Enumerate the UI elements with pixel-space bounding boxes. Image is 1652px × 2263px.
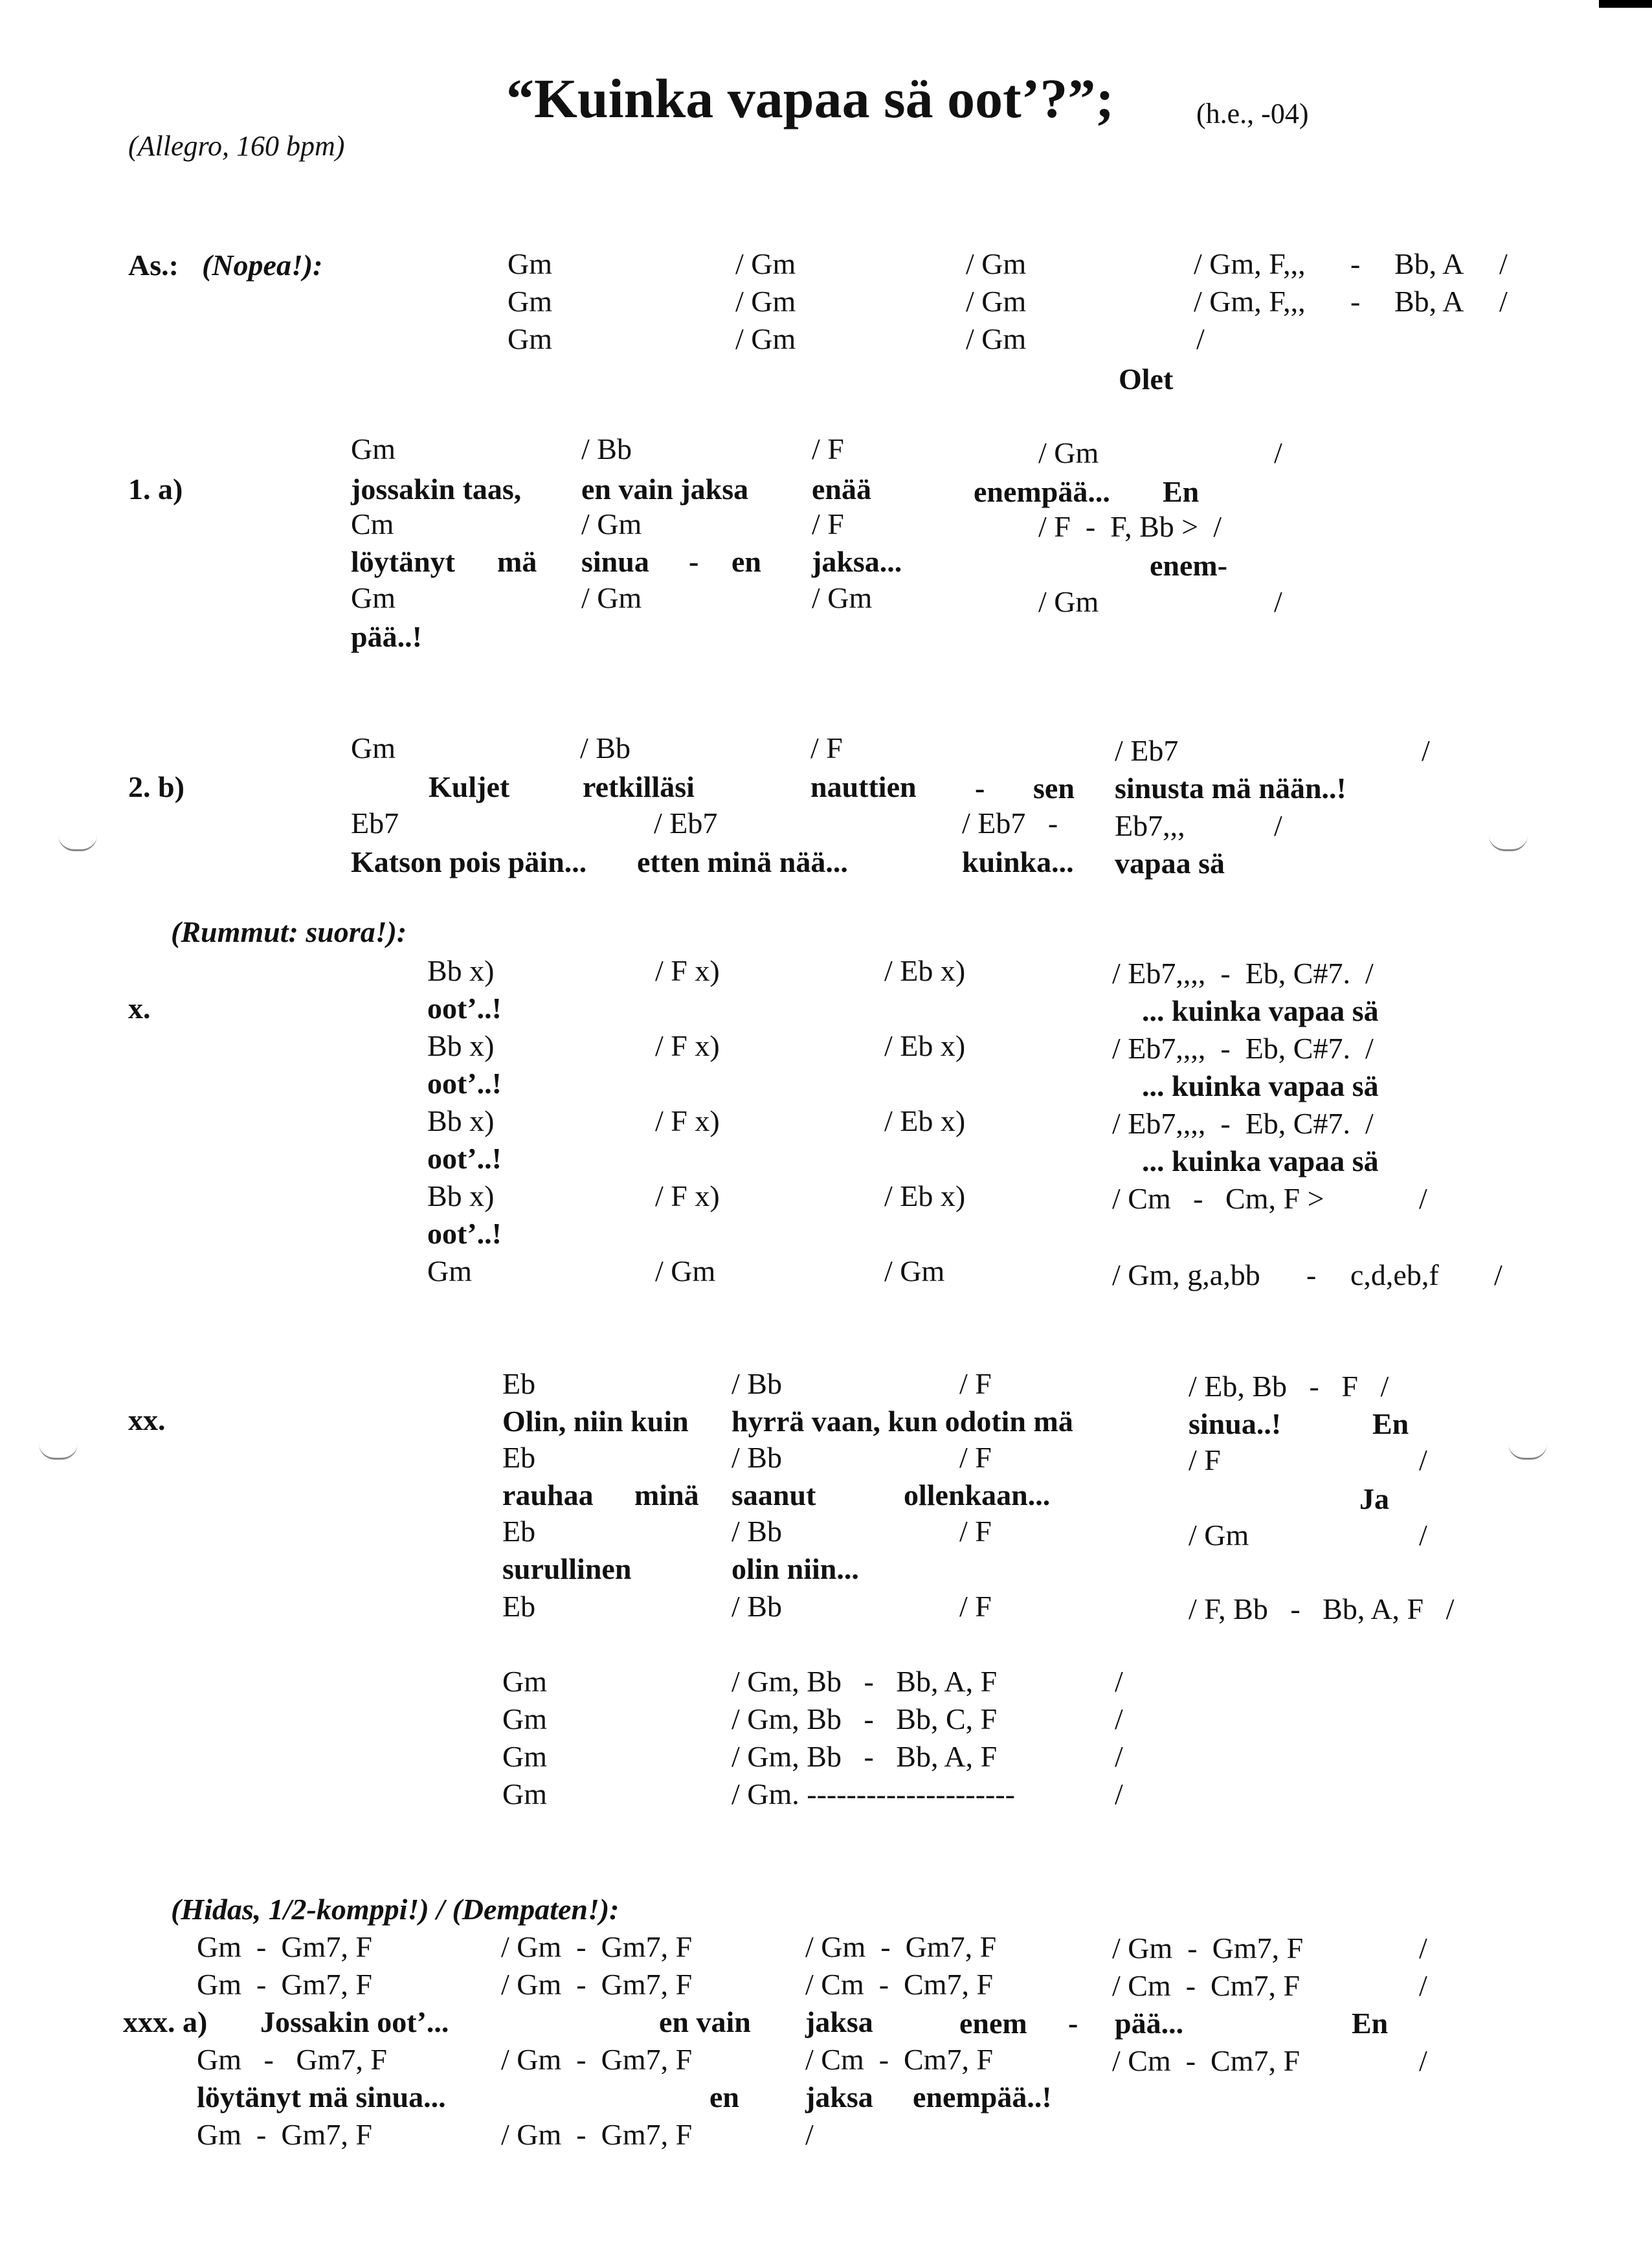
separator: - bbox=[1350, 247, 1361, 280]
lyric: ... kuinka vapaa sä bbox=[1142, 1144, 1379, 1177]
chord: / Eb, Bb - F / bbox=[1189, 1370, 1389, 1403]
chord: Gm bbox=[502, 1665, 547, 1698]
chord: / Eb7 - bbox=[962, 807, 1058, 840]
chord: Eb bbox=[502, 1441, 536, 1474]
chord: / F bbox=[810, 731, 843, 764]
bar-line: / bbox=[1494, 1258, 1502, 1291]
lyric: olin niin... bbox=[731, 1552, 859, 1585]
chord: Gm bbox=[508, 247, 552, 280]
chord: c,d,eb,f bbox=[1350, 1258, 1439, 1291]
lyric: en bbox=[709, 2080, 739, 2113]
chord: Gm bbox=[508, 322, 552, 355]
chord: / Gm bbox=[581, 507, 642, 541]
bar-line: / bbox=[1274, 809, 1282, 842]
lyric: - bbox=[975, 772, 985, 805]
coda-label: xxx. a) bbox=[123, 2005, 208, 2038]
scan-mark bbox=[1508, 1444, 1547, 1460]
chord: / Bb bbox=[731, 1515, 782, 1548]
bar-line: / bbox=[1274, 436, 1282, 469]
intro-cue: (Nopea!): bbox=[202, 249, 323, 282]
lyric: enempää... bbox=[974, 475, 1110, 508]
scan-mark bbox=[39, 1444, 78, 1460]
chord: / Gm bbox=[735, 285, 796, 318]
lyric: jaksa bbox=[805, 2080, 873, 2113]
chord: / Gm bbox=[966, 322, 1027, 355]
chord: Gm - Gm7, F bbox=[197, 1930, 372, 1963]
lyric: retkilläsi bbox=[583, 770, 695, 803]
lyric: mä bbox=[497, 545, 537, 578]
lyric: en vain bbox=[659, 2005, 751, 2038]
chord: / F bbox=[959, 1367, 992, 1400]
chord: Bb x) bbox=[427, 1179, 495, 1212]
chord: / F bbox=[959, 1515, 992, 1548]
verse-label: 1. a) bbox=[128, 473, 183, 506]
chord: / Gm bbox=[884, 1254, 945, 1288]
lyric: En bbox=[1372, 1407, 1409, 1440]
chord: Gm bbox=[351, 432, 396, 465]
chord: Gm bbox=[351, 731, 396, 764]
section-cue: (Rummut: suora!): bbox=[171, 915, 407, 948]
lyric: surullinen bbox=[502, 1552, 632, 1585]
chord: Gm - Gm7, F bbox=[197, 1968, 372, 2001]
chord: / Gm bbox=[735, 322, 796, 355]
chord: / Gm bbox=[655, 1254, 716, 1288]
lyric: - bbox=[689, 545, 699, 578]
bar-line: / bbox=[1115, 1778, 1123, 1811]
chord: / Gm - Gm7, F bbox=[501, 1930, 693, 1963]
section-label bbox=[123, 2005, 207, 2039]
chord: / Bb bbox=[731, 1441, 782, 1474]
chord: Eb bbox=[502, 1590, 536, 1623]
scan-corner-mark bbox=[1599, 0, 1652, 8]
chord: / Gm bbox=[812, 581, 873, 614]
section-cue: (Hidas, 1/2-komppi!) / (Dempaten!): bbox=[171, 1893, 620, 1926]
chord: Gm - Gm7, F bbox=[197, 2118, 372, 2151]
chord: / Cm - Cm7, F bbox=[805, 1968, 994, 2001]
song-title: “Kuinka vapaa sä oot’?”; bbox=[506, 67, 1114, 129]
chord: / F bbox=[812, 432, 844, 465]
chord: Eb7,,, bbox=[1115, 809, 1185, 842]
intro-label: As.: bbox=[128, 249, 179, 282]
bar-line: / bbox=[1499, 285, 1508, 318]
bar-line: / bbox=[1419, 1969, 1427, 2002]
lyric: En bbox=[1352, 2007, 1389, 2040]
chord: / Eb x) bbox=[884, 1029, 966, 1062]
bar-line: / bbox=[1499, 247, 1508, 280]
bar-line: / bbox=[1419, 1932, 1427, 1965]
lyric: en bbox=[731, 545, 761, 578]
chord: / F bbox=[959, 1441, 992, 1474]
chord: / Gm, Bb - Bb, A, F bbox=[731, 1740, 998, 1773]
bar-line: / bbox=[805, 2118, 814, 2151]
lyric: löytänyt mä sinua... bbox=[197, 2080, 446, 2113]
bar-line: / bbox=[1274, 585, 1282, 618]
lyric: Ja bbox=[1359, 1482, 1389, 1515]
bar-line: / bbox=[1115, 1702, 1123, 1735]
verse-label: 2. b) bbox=[128, 770, 184, 803]
chord: / Gm bbox=[735, 247, 796, 280]
bar-line: / bbox=[1196, 322, 1205, 355]
lyric: nauttien bbox=[810, 770, 917, 803]
scan-mark bbox=[58, 835, 97, 851]
chord: / Gm. --------------------- bbox=[731, 1778, 1015, 1811]
chord: / Eb x) bbox=[884, 1104, 966, 1137]
chord: / Eb7,,,, - Eb, C#7. / bbox=[1112, 1032, 1374, 1065]
lyric: sinusta mä nään..! bbox=[1115, 772, 1346, 805]
lyric: Olet bbox=[1119, 362, 1174, 396]
author-note: (h.e., -04) bbox=[1196, 98, 1309, 129]
lyric: pää..! bbox=[351, 620, 422, 653]
chord: Bb, A bbox=[1394, 247, 1464, 280]
chord: / F bbox=[812, 507, 844, 541]
chord: / Gm, F,,, bbox=[1194, 247, 1306, 280]
chord: / Gm bbox=[1038, 436, 1099, 469]
chord: / Gm bbox=[966, 285, 1027, 318]
chord: Bb x) bbox=[427, 1029, 495, 1062]
lyric: sen bbox=[1033, 772, 1075, 805]
chord: / Gm bbox=[581, 581, 642, 614]
chord: / Bb bbox=[581, 432, 632, 465]
chord: / Eb7 bbox=[1115, 734, 1179, 767]
chord: / Cm - Cm, F > bbox=[1112, 1182, 1324, 1215]
lyric: sinua bbox=[581, 545, 649, 578]
lyric: Olin, niin kuin bbox=[502, 1405, 689, 1438]
lyric: etten minä nää... bbox=[637, 845, 848, 878]
lyric: ... kuinka vapaa sä bbox=[1142, 1069, 1379, 1102]
chord: / Bb bbox=[580, 731, 631, 764]
chord: / Bb bbox=[731, 1367, 782, 1400]
chord: Eb7 bbox=[351, 807, 399, 840]
chord: / F bbox=[959, 1590, 992, 1623]
chord: Bb x) bbox=[427, 1104, 495, 1137]
bar-line: / bbox=[1419, 1519, 1427, 1552]
chord: / Eb7 bbox=[654, 807, 718, 840]
lyric: enem bbox=[959, 2007, 1027, 2040]
lyric: Kuljet bbox=[429, 770, 510, 803]
chord: / F bbox=[1189, 1444, 1221, 1477]
chord: Gm bbox=[502, 1778, 547, 1811]
lyric: rauhaa bbox=[502, 1478, 594, 1511]
lyric: sinua..! bbox=[1189, 1407, 1282, 1440]
lyric: en vain jaksa bbox=[581, 473, 749, 506]
lyric: - bbox=[1068, 2007, 1078, 2040]
lyric: Jossakin oot’... bbox=[260, 2005, 449, 2038]
lyric: En bbox=[1163, 475, 1200, 508]
chord: / F x) bbox=[655, 1104, 720, 1137]
lyric: vapaa sä bbox=[1115, 847, 1225, 880]
section-label: xx. bbox=[128, 1403, 166, 1436]
chord: / Gm - Gm7, F bbox=[805, 1930, 997, 1963]
chord: / F x) bbox=[655, 1179, 720, 1212]
lyric: jaksa... bbox=[812, 545, 902, 578]
lyric: oot’..! bbox=[427, 1142, 502, 1175]
chord: Bb, A bbox=[1394, 285, 1464, 318]
chord: / Gm bbox=[1038, 585, 1099, 618]
chord: / Gm, Bb - Bb, C, F bbox=[731, 1702, 998, 1735]
lyric: hyrrä vaan, kun odotin mä bbox=[731, 1405, 1073, 1438]
lyric: kuinka... bbox=[962, 845, 1074, 878]
chord: / Bb bbox=[731, 1590, 782, 1623]
chord: / Gm, F,,, bbox=[1194, 285, 1306, 318]
tempo-marking: (Allegro, 160 bpm) bbox=[128, 130, 345, 162]
chord: Gm bbox=[502, 1740, 547, 1773]
chord: Cm bbox=[351, 507, 394, 541]
bar-line: / bbox=[1419, 2044, 1427, 2077]
chord: / F x) bbox=[655, 954, 720, 987]
lyric: oot’..! bbox=[427, 1067, 502, 1100]
separator: - bbox=[1350, 285, 1361, 318]
chord: / Cm - Cm7, F bbox=[805, 2043, 994, 2076]
chord: Eb bbox=[502, 1367, 536, 1400]
bar-line: / bbox=[1422, 734, 1430, 767]
chord: / F x) bbox=[655, 1029, 720, 1062]
bar-line: / bbox=[1115, 1740, 1123, 1773]
lyric: jossakin taas, bbox=[351, 473, 522, 506]
chord: / Cm - Cm7, F bbox=[1112, 2044, 1300, 2077]
lyric: ollenkaan... bbox=[904, 1478, 1051, 1511]
chord: / Eb7,,,, - Eb, C#7. / bbox=[1112, 1107, 1374, 1140]
lyric: ... kuinka vapaa sä bbox=[1142, 994, 1379, 1027]
chord: / Gm bbox=[966, 247, 1027, 280]
lyric: löytänyt bbox=[351, 545, 455, 578]
chord: Bb x) bbox=[427, 954, 495, 987]
chord: / Gm bbox=[1189, 1519, 1249, 1552]
chord: Eb bbox=[502, 1515, 536, 1548]
chord: Gm bbox=[508, 285, 552, 318]
section-label: x. bbox=[128, 992, 151, 1025]
chord: / Gm - Gm7, F bbox=[501, 2118, 693, 2151]
bar-line: / bbox=[1419, 1182, 1427, 1215]
lyric: Katson pois päin... bbox=[351, 845, 587, 878]
scan-mark bbox=[1489, 835, 1528, 851]
chord: / Eb x) bbox=[884, 1179, 966, 1212]
lyric: jaksa bbox=[805, 2005, 873, 2038]
chord: Gm bbox=[351, 581, 396, 614]
lyric: saanut bbox=[731, 1478, 816, 1511]
bar-line: / bbox=[1419, 1444, 1427, 1477]
chord: Gm - Gm7, F bbox=[197, 2043, 387, 2076]
chord: / Gm, Bb - Bb, A, F bbox=[731, 1665, 998, 1698]
chord: / Gm - Gm7, F bbox=[1112, 1932, 1304, 1965]
lyric: pää... bbox=[1115, 2007, 1184, 2040]
chord: / F - F, Bb > / bbox=[1038, 510, 1222, 543]
chord: Gm bbox=[502, 1702, 547, 1735]
separator: - bbox=[1306, 1258, 1317, 1291]
bar-line: / bbox=[1115, 1665, 1123, 1698]
lyric: oot’..! bbox=[427, 992, 502, 1025]
lyric: enempää..! bbox=[913, 2080, 1052, 2113]
chord: / Eb7,,,, - Eb, C#7. / bbox=[1112, 957, 1374, 990]
lyric: oot’..! bbox=[427, 1217, 502, 1250]
lyric: minä bbox=[634, 1478, 699, 1511]
chord: / Gm, g,a,bb bbox=[1112, 1258, 1260, 1291]
chord: / Cm - Cm7, F bbox=[1112, 1969, 1300, 2002]
chord: / F, Bb - Bb, A, F / bbox=[1189, 1592, 1455, 1625]
chord: / Gm - Gm7, F bbox=[501, 2043, 693, 2076]
lyric: enää bbox=[812, 473, 871, 506]
lyric: enem- bbox=[1150, 549, 1228, 582]
chord: / Gm - Gm7, F bbox=[501, 1968, 693, 2001]
chord: Gm bbox=[427, 1254, 472, 1288]
chord: / Eb x) bbox=[884, 954, 966, 987]
